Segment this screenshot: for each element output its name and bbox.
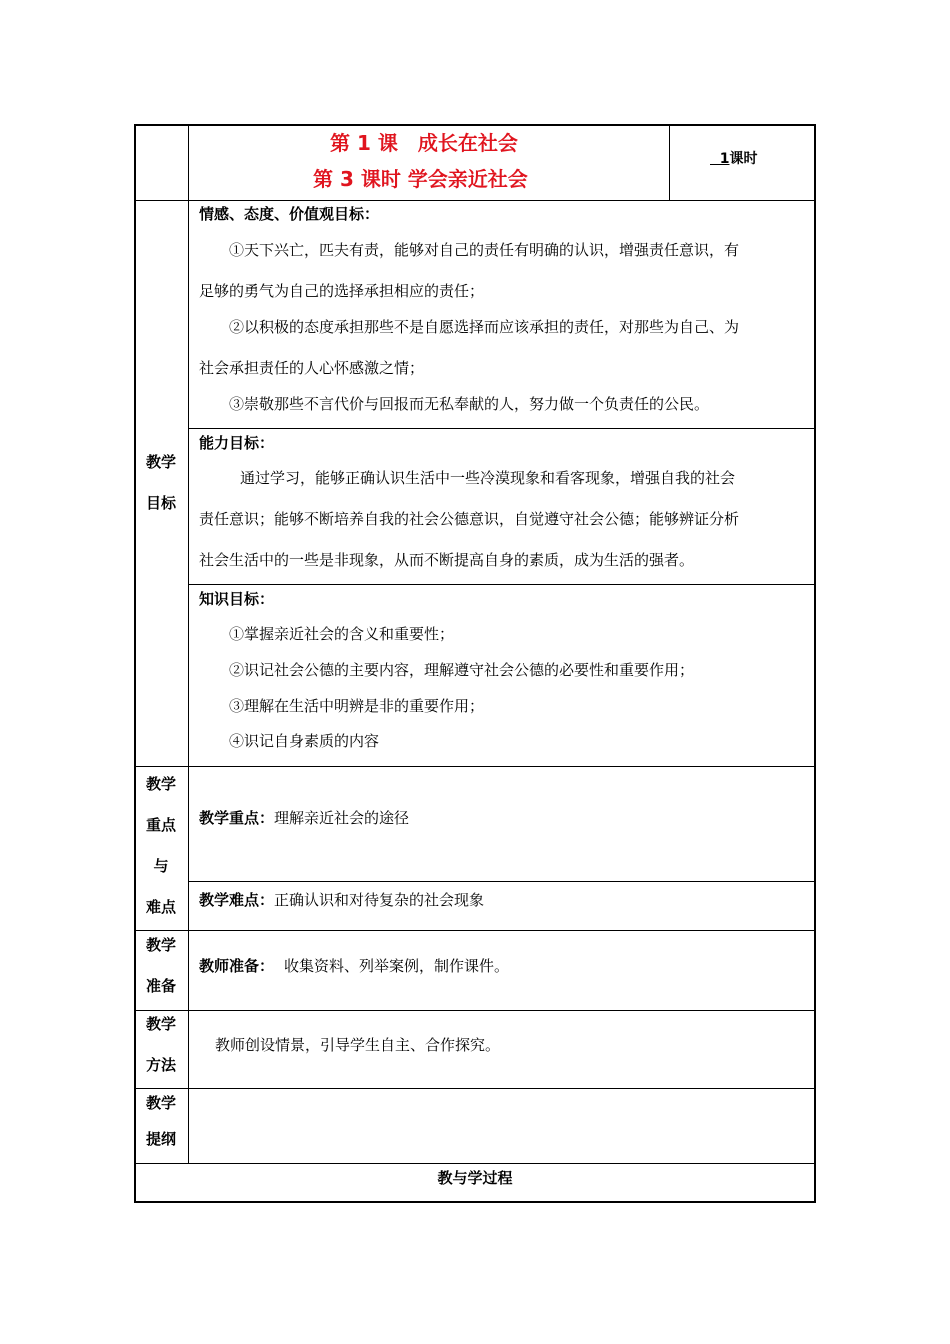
teacher-preparation-label: 教师准备： bbox=[199, 957, 275, 975]
row-divider bbox=[188, 881, 816, 882]
objectives-label bbox=[134, 452, 188, 513]
preparation-label bbox=[134, 935, 188, 996]
key-point-label: 教学重点： bbox=[199, 809, 275, 827]
row-divider bbox=[134, 200, 816, 201]
row-divider bbox=[134, 1010, 816, 1011]
emotion-line: ①天下兴亡，匹夫有责，能够对自己的责任有明确的认识，增强责任意识，有 bbox=[229, 241, 740, 259]
row-divider bbox=[134, 930, 816, 931]
objectives-label-line: 目标 bbox=[145, 494, 176, 512]
focus-label-line: 难点 bbox=[145, 898, 176, 916]
knowledge-line: ④识记自身素质的内容 bbox=[229, 732, 380, 750]
row-divider bbox=[134, 1088, 816, 1089]
emotion-line: ③崇敬那些不言代价与回报而无私奉献的人，努力做一个负责任的公民。 bbox=[229, 395, 710, 413]
outline-label-line: 提纲 bbox=[145, 1130, 176, 1148]
row-divider bbox=[188, 584, 816, 585]
focus-label-line: 与 bbox=[153, 857, 169, 875]
key-point-text: 理解亲近社会的途径 bbox=[274, 809, 410, 827]
row-divider bbox=[188, 428, 816, 429]
preparation-label-line: 准备 bbox=[145, 977, 176, 995]
difficulty-text: 正确认识和对待复杂的社会现象 bbox=[274, 891, 485, 909]
teacher-preparation-text: 收集资料、列举案例，制作课件。 bbox=[284, 957, 510, 975]
column-divider bbox=[669, 124, 670, 200]
knowledge-line: ③理解在生活中明辨是非的重要作用； bbox=[229, 697, 485, 715]
method-text: 教师创设情景，引导学生自主、合作探究。 bbox=[215, 1036, 501, 1054]
method-label-line: 方法 bbox=[145, 1056, 176, 1074]
emotion-line: ②以积极的态度承担那些不是自愿选择而应该承担的责任，对那些为自己、为 bbox=[229, 318, 740, 336]
objectives-label-line: 教学 bbox=[145, 453, 176, 471]
difficulty-label: 教学难点： bbox=[199, 891, 275, 909]
emotion-line: 社会承担责任的人心怀感激之情； bbox=[199, 359, 425, 377]
outline-label-line: 教学 bbox=[145, 1094, 176, 1112]
row-divider bbox=[134, 1163, 816, 1164]
knowledge-line: ①掌握亲近社会的含义和重要性； bbox=[229, 625, 455, 643]
column-divider bbox=[188, 124, 189, 1163]
ability-heading: 能力目标： bbox=[199, 434, 275, 452]
period-title: 第 3 课时 学会亲近社会 bbox=[313, 167, 528, 191]
ability-line: 通过学习，能够正确认识生活中一些冷漠现象和看客现象，增强自我的社会 bbox=[240, 469, 736, 487]
key-point bbox=[199, 808, 409, 828]
teacher-preparation bbox=[199, 956, 509, 976]
class-hours-count: 1 bbox=[710, 151, 730, 167]
row-divider bbox=[134, 766, 816, 767]
class-hours bbox=[710, 149, 758, 169]
lesson-title: 第 1 课 成长在社会 bbox=[330, 131, 518, 155]
method-label bbox=[134, 1014, 188, 1075]
class-hours-unit: 课时 bbox=[729, 151, 758, 167]
difficulty-point bbox=[199, 890, 484, 910]
outline-label bbox=[134, 1093, 188, 1149]
method-label-line: 教学 bbox=[145, 1015, 176, 1033]
focus-label-line: 教学 bbox=[145, 775, 176, 793]
preparation-label-line: 教学 bbox=[145, 936, 176, 954]
ability-line: 责任意识；能够不断培养自我的社会公德意识，自觉遵守社会公德；能够辨证分析 bbox=[199, 510, 740, 528]
knowledge-heading: 知识目标： bbox=[199, 590, 275, 608]
focus-label bbox=[134, 774, 188, 917]
emotion-heading: 情感、态度、价值观目标： bbox=[199, 205, 380, 223]
focus-label-line: 重点 bbox=[145, 816, 176, 834]
knowledge-line: ②识记社会公德的主要内容，理解遵守社会公德的必要性和重要作用； bbox=[229, 661, 695, 679]
process-heading: 教与学过程 bbox=[437, 1169, 513, 1187]
ability-line: 社会生活中的一些是非现象，从而不断提高自身的素质，成为生活的强者。 bbox=[199, 551, 695, 569]
emotion-line: 足够的勇气为自己的选择承担相应的责任； bbox=[199, 282, 485, 300]
